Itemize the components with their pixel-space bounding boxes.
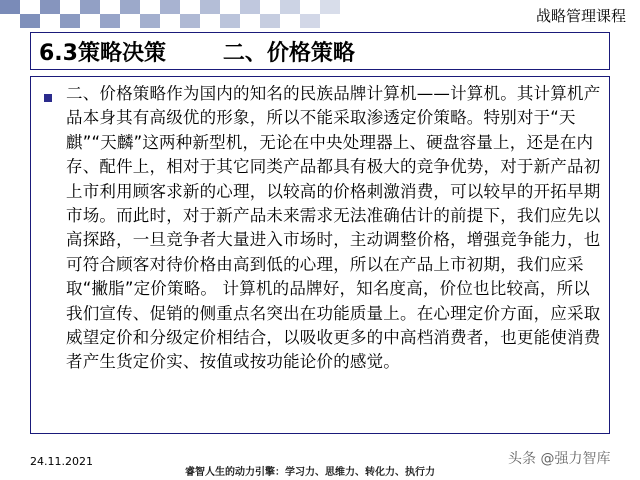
checker-cell [300, 0, 320, 14]
checker-cell [140, 0, 160, 14]
checker-cell [220, 14, 240, 28]
checker-cell [120, 14, 140, 28]
checker-cell [240, 0, 260, 14]
checker-cell [120, 0, 140, 14]
checker-cell [20, 14, 40, 28]
checker-cell [300, 14, 320, 28]
checker-cell [60, 14, 80, 28]
checker-cell [320, 14, 340, 28]
checker-cell [160, 14, 180, 28]
checker-cell [80, 0, 100, 14]
checker-cell [260, 0, 280, 14]
checker-cell [180, 0, 200, 14]
slide-title: 6.3策略决策 二、价格策略 [39, 40, 355, 66]
checker-cell [240, 14, 260, 28]
slide-title-box [30, 32, 610, 70]
checker-cell [20, 0, 40, 14]
footer-motto: 睿智人生的动力引擎：学习力、思维力、转化力、执行力 [185, 467, 435, 478]
checker-cell [200, 0, 220, 14]
square-bullet-icon [44, 94, 52, 102]
checker-cell [320, 0, 340, 14]
checker-cell [260, 14, 280, 28]
checker-cell [80, 14, 100, 28]
checker-cell [100, 14, 120, 28]
checker-cell [140, 14, 160, 28]
checker-cell [100, 0, 120, 14]
content-box [30, 76, 610, 434]
checker-cell [220, 0, 240, 14]
checker-cell [40, 0, 60, 14]
checker-cell [200, 14, 220, 28]
checker-cell [0, 14, 20, 28]
checker-cell [160, 0, 180, 14]
checker-cell [40, 14, 60, 28]
checker-cell [60, 0, 80, 14]
course-title: 战略管理课程 [535, 7, 626, 25]
watermark: 头条 @强力智库 [508, 451, 611, 467]
checker-cell [180, 14, 200, 28]
body-paragraph: 二、价格策略作为国内的知名的民族品牌计算机——计算机。其计算机产品本身其有高级优的形象，所以不能采取渗透定价策略。特别对于“天麒”“天麟”这两种新型机，无论在中央处理器上、硬盘容量上，还是在内存、配件上，相对于其它同类产品都具有极大的竞争优势，对于新产品初上市利用顾客求新的心理，以较高的价格刺激消费，可以较早的开拓早期市场。而此时，对于新产品未来需求无法准确估计的前提下，我们应先以高探路，一旦竞争者大量进入市场时，主动调整价格，增强竞争能力，也可符合顾客对待价格由高到低的心理，所以在产品上市初期，我们应采取“撇脂”定价策略。 计算机的品牌好，知名度高，价位也比较高，所以我们宣传、促销的侧重点名突出在功能质量上。在心理定价方面，应采取威望定价和分级定价相结合，以吸收更多的中高档消费者，也更能使消费者产生货定价实、按值或按功能论价的感觉。 [66, 84, 601, 372]
header-checker-decoration [0, 0, 340, 28]
checker-cell [280, 0, 300, 14]
checker-cell [0, 0, 20, 14]
checker-cell [280, 14, 300, 28]
slide-date: 24.11.2021 [30, 455, 93, 468]
